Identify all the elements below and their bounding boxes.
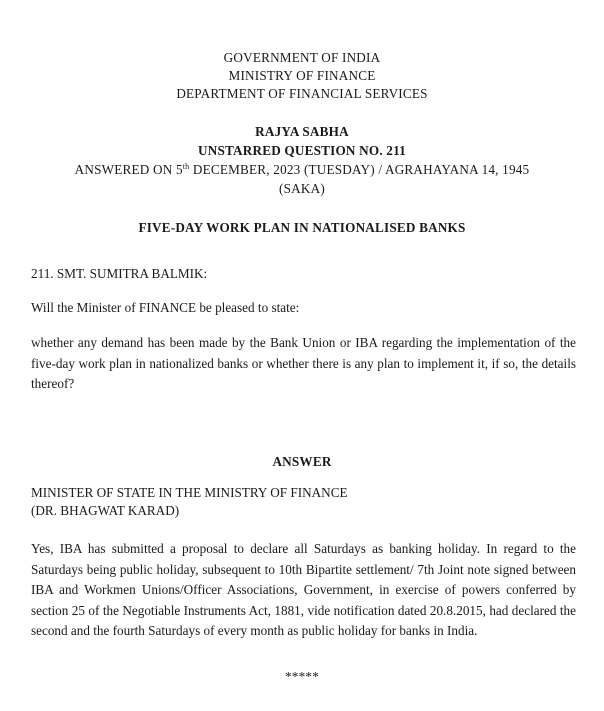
question-body: whether any demand has been made by the Bank Union or IBA regarding the implementation of the five-day work plan in nationalized banks or whether there is any plan to implement it, if so, the details thereof? [31,335,576,391]
saka-label: (SAKA) [279,181,325,196]
header-ministry: MINISTRY OF FINANCE [228,68,376,83]
subject-title: FIVE-DAY WORK PLAN IN NATIONALISED BANKS [138,220,466,235]
house-title: RAJYA SABHA [255,124,349,139]
answer-heading: ANSWER [272,454,332,469]
answer-body: Yes, IBA has submitted a proposal to declare all Saturdays as banking holiday. In regard to the Saturdays being public holiday, subsequent to 10th Bipartite settlement/ 7th Joint note signed between IBA and Workmen Unions/Officer Associations, Government, in exercise of powers conferred by section 25 of the Negotiable Instruments Act, 1881, vide notification dated 20.8.2015, had declared the second and the fourth Saturdays of every month as public holiday for banks in India. [31,541,576,638]
end-mark: ***** [285,669,319,684]
question-asker: 211. SMT. SUMITRA BALMIK: [31,266,208,281]
answered-date-suffix: DECEMBER, 2023 (TUESDAY) / AGRAHAYANA 14, 1945 [189,162,530,177]
minister-name: (DR. BHAGWAT KARAD) [31,503,180,518]
answered-date-sup: th [182,162,190,171]
answered-date [0,160,604,180]
answered-date-prefix: ANSWERED ON 5 [74,162,183,177]
question-intro: Will the Minister of FINANCE be pleased to state: [31,300,300,315]
question-number: UNSTARRED QUESTION NO. 211 [198,143,406,158]
header-government: GOVERNMENT OF INDIA [223,50,381,65]
minister-title: MINISTER OF STATE IN THE MINISTRY OF FINANCE [31,485,348,500]
header-department: DEPARTMENT OF FINANCIAL SERVICES [176,86,428,101]
